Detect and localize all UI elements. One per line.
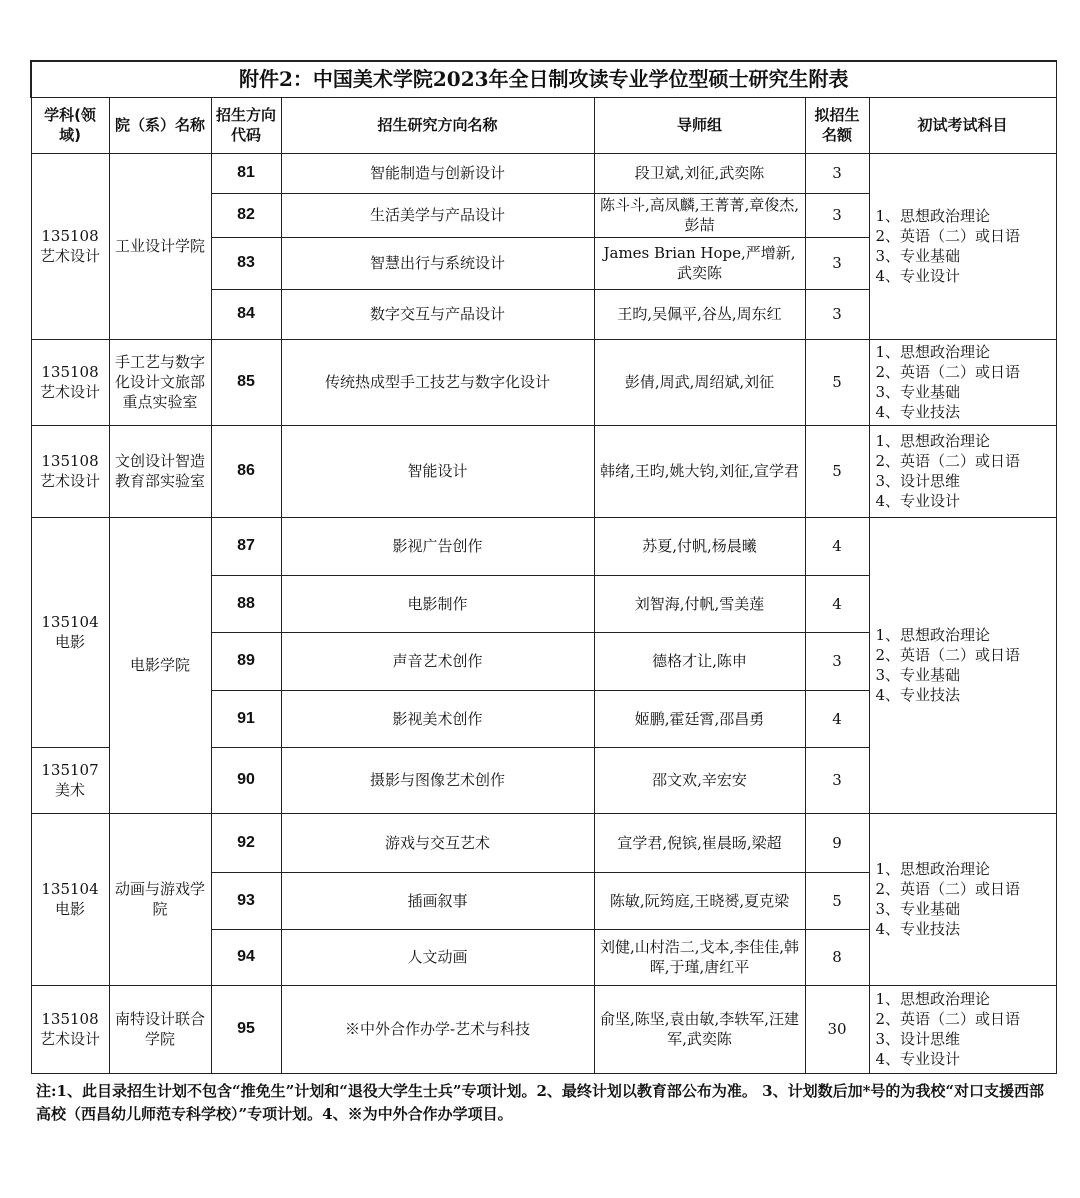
mentors-cell: 刘健,山村浩二,戈本,李佳佳,韩晖,于瑾,唐红平 [594, 929, 805, 985]
discipline-cell: 135108 艺术设计 [31, 425, 109, 517]
mentors-cell: 宣学君,倪镔,崔晨旸,梁超 [594, 813, 805, 872]
quota-cell: 5 [805, 872, 869, 929]
admissions-table-sheet [30, 60, 1055, 1074]
footnote: 注:1、此目录招生计划不包含“推免生”计划和“退役大学生士兵”专项计划。2、最终计划以教育部公布为准。 3、计划数后加*号的为我校“对口支援西部高校（西昌幼儿师范专科学校）”专项计划。4、※为中外合作办学项目。 [36, 1082, 1045, 1123]
header-direction: 招生研究方向名称 [281, 97, 594, 153]
code-cell: 81 [211, 153, 281, 193]
code-cell: 90 [211, 747, 281, 813]
header-college: 院（系）名称 [109, 97, 211, 153]
direction-cell: 插画叙事 [281, 872, 594, 929]
code-cell: 95 [211, 985, 281, 1073]
code-cell: 82 [211, 193, 281, 237]
code-cell: 91 [211, 690, 281, 747]
code-cell: 89 [211, 632, 281, 690]
discipline-cell: 135108 艺术设计 [31, 339, 109, 425]
quota-cell: 9 [805, 813, 869, 872]
college-cell: 手工艺与数字化设计文旅部重点实验室 [109, 339, 211, 425]
direction-cell: 传统热成型手工技艺与数字化设计 [281, 339, 594, 425]
code-cell: 92 [211, 813, 281, 872]
quota-cell: 4 [805, 575, 869, 632]
college-cell: 文创设计智造教育部实验室 [109, 425, 211, 517]
direction-cell: ※中外合作办学-艺术与科技 [281, 985, 594, 1073]
table-row [31, 517, 1056, 575]
quota-cell: 3 [805, 747, 869, 813]
quota-cell: 30 [805, 985, 869, 1073]
quota-cell: 5 [805, 425, 869, 517]
mentors-cell: 陈斗斗,高凤麟,王菁菁,章俊杰,彭喆 [594, 193, 805, 237]
direction-cell: 智慧出行与系统设计 [281, 237, 594, 289]
mentors-cell: 彭倩,周武,周绍斌,刘征 [594, 339, 805, 425]
table-row [31, 153, 1056, 193]
mentors-cell: 段卫斌,刘征,武奕陈 [594, 153, 805, 193]
direction-cell: 声音艺术创作 [281, 632, 594, 690]
mentors-cell: 姬鹏,霍廷霄,邵昌勇 [594, 690, 805, 747]
direction-cell: 数字交互与产品设计 [281, 289, 594, 339]
discipline-cell: 135108 艺术设计 [31, 153, 109, 339]
college-cell: 电影学院 [109, 517, 211, 813]
header-discipline: 学科(领域) [31, 97, 109, 153]
mentors-cell: James Brian Hope,严增新,武奕陈 [594, 237, 805, 289]
mentors-cell: 苏夏,付帆,杨晨曦 [594, 517, 805, 575]
code-cell: 87 [211, 517, 281, 575]
subjects-cell: 1、思想政治理论 2、英语（二）或日语 3、专业基础 4、专业技法 [869, 813, 1056, 985]
admissions-table [30, 60, 1057, 1074]
mentors-cell: 韩绪,王昀,姚大钧,刘征,宣学君 [594, 425, 805, 517]
mentors-cell: 邵文欢,辛宏安 [594, 747, 805, 813]
quota-cell: 3 [805, 153, 869, 193]
quota-cell: 4 [805, 690, 869, 747]
discipline-cell: 135104 电影 [31, 813, 109, 985]
discipline-cell: 135107 美术 [31, 747, 109, 813]
mentors-cell: 刘智海,付帆,雪美莲 [594, 575, 805, 632]
discipline-cell: 135104 电影 [31, 517, 109, 747]
header-row [31, 97, 1056, 153]
direction-cell: 智能设计 [281, 425, 594, 517]
table-title: 附件2：中国美术学院2023年全日制攻读专业学位型硕士研究生附表 [31, 61, 1056, 97]
quota-cell: 3 [805, 237, 869, 289]
direction-cell: 影视美术创作 [281, 690, 594, 747]
mentors-cell: 陈敏,阮筠庭,王晓赟,夏克梁 [594, 872, 805, 929]
table-row [31, 425, 1056, 517]
table-row [31, 985, 1056, 1073]
direction-cell: 摄影与图像艺术创作 [281, 747, 594, 813]
header-quota: 拟招生名额 [805, 97, 869, 153]
direction-cell: 影视广告创作 [281, 517, 594, 575]
header-code: 招生方向代码 [211, 97, 281, 153]
code-cell: 86 [211, 425, 281, 517]
college-cell: 工业设计学院 [109, 153, 211, 339]
header-subjects: 初试考试科目 [869, 97, 1056, 153]
table-row [31, 339, 1056, 425]
code-cell: 94 [211, 929, 281, 985]
quota-cell: 5 [805, 339, 869, 425]
subjects-cell: 1、思想政治理论 2、英语（二）或日语 3、设计思维 4、专业设计 [869, 985, 1056, 1073]
quota-cell: 8 [805, 929, 869, 985]
discipline-cell: 135108 艺术设计 [31, 985, 109, 1073]
code-cell: 93 [211, 872, 281, 929]
code-cell: 85 [211, 339, 281, 425]
table-row [31, 813, 1056, 872]
quota-cell: 4 [805, 517, 869, 575]
subjects-cell: 1、思想政治理论 2、英语（二）或日语 3、设计思维 4、专业设计 [869, 425, 1056, 517]
code-cell: 83 [211, 237, 281, 289]
direction-cell: 智能制造与创新设计 [281, 153, 594, 193]
quota-cell: 3 [805, 289, 869, 339]
quota-cell: 3 [805, 632, 869, 690]
college-cell: 南特设计联合学院 [109, 985, 211, 1073]
code-cell: 88 [211, 575, 281, 632]
direction-cell: 电影制作 [281, 575, 594, 632]
mentors-cell: 俞坚,陈坚,袁由敏,李轶军,汪建军,武奕陈 [594, 985, 805, 1073]
mentors-cell: 德格才让,陈申 [594, 632, 805, 690]
code-cell: 84 [211, 289, 281, 339]
mentors-cell: 王昀,吴佩平,谷丛,周东红 [594, 289, 805, 339]
quota-cell: 3 [805, 193, 869, 237]
subjects-cell: 1、思想政治理论 2、英语（二）或日语 3、专业基础 4、专业设计 [869, 153, 1056, 339]
college-cell: 动画与游戏学院 [109, 813, 211, 985]
subjects-cell: 1、思想政治理论 2、英语（二）或日语 3、专业基础 4、专业技法 [869, 339, 1056, 425]
direction-cell: 游戏与交互艺术 [281, 813, 594, 872]
direction-cell: 生活美学与产品设计 [281, 193, 594, 237]
subjects-cell: 1、思想政治理论 2、英语（二）或日语 3、专业基础 4、专业技法 [869, 517, 1056, 813]
header-mentors: 导师组 [594, 97, 805, 153]
direction-cell: 人文动画 [281, 929, 594, 985]
